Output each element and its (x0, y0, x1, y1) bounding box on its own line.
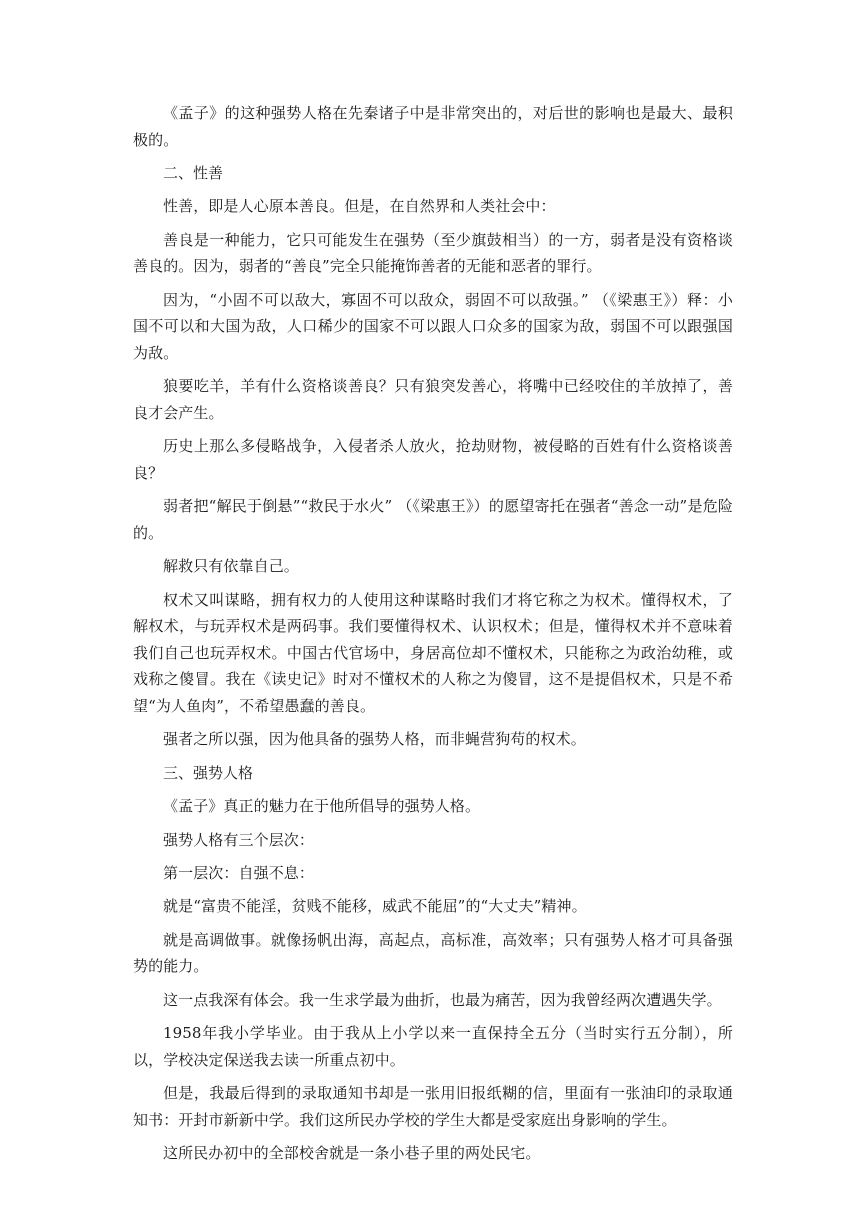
paragraph: 第一层次：自强不息： (163, 864, 315, 882)
paragraph: 《孟子》真正的魅力在于他所倡导的强势人格。 (163, 797, 481, 816)
paragraph: 性善，即是人心原本善良。但是，在自然界和人类社会中： (163, 197, 556, 216)
paragraph: 《孟子》的这种强势人格在先秦诸子中是非常突出的，对后世的影响也是最大、最积极的。 (133, 104, 733, 149)
paragraph: 这所民办初中的全部校舍就是一条小巷子里的两处民宅。 (163, 1144, 541, 1163)
paragraph: 弱者把“解民于倒悬”“救民于水火” （《梁惠王》）的愿望寄托在强者“善念一动”是危险的。 (133, 497, 733, 542)
paragraph: 就是高调做事。就像扬帆出海，高起点，高标准，高效率；只有强势人格才可具备强势的能力。 (133, 930, 733, 976)
paragraph: 强者之所以强，因为他具备的强势人格，而非蝇营狗苟的权术。 (163, 730, 586, 749)
paragraph: 这一点我深有体会。我一生求学最为曲折，也最为痛苦，因为我曾经两次遭遇失学。 (163, 990, 722, 1009)
paragraph: 但是，我最后得到的录取通知书却是一张用旧报纸糊的信，里面有一张油印的录取通知书：开封市新新中学。我们这所民办学校的学生大都是受家庭出身影响的学生。 (133, 1084, 733, 1129)
paragraph: 因为，“小固不可以敌大，寡固不可以敌众，弱固不可以敌强。” （《梁惠王》）释：小国不可以和大国为敌，人口稀少的国家不可以跟人口众多的国家为敌，弱国不可以跟强国为敌。 (133, 290, 733, 362)
paragraph: 历史上那么多侵略战争，入侵者杀人放火，抢劫财物，被侵略的百姓有什么资格谈善良？ (133, 437, 733, 482)
paragraph: 就是“富贵不能淫，贫贱不能移，威武不能屈”的“大丈夫”精神。 (163, 897, 587, 916)
document-page (133, 100, 733, 1174)
paragraph: 狼要吃羊，羊有什么资格谈善良？只有狼突发善心，将嘴中已经咬住的羊放掉了，善良才会产生。 (133, 377, 733, 422)
paragraph: 善良是一种能力，它只可能发生在强势（至少旗鼓相当）的一方，弱者是没有资格谈善良的。因为，弱者的“善良”完全只能掩饰善者的无能和恶者的罪行。 (133, 230, 733, 276)
paragraph: 1958年我小学毕业。由于我从上小学以来一直保持全五分（当时实行五分制），所以，学校决定保送我去读一所重点初中。 (133, 1024, 733, 1069)
paragraph: 权术又叫谋略，拥有权力的人使用这种谋略时我们才将它称之为权术。懂得权术，了解权术，与玩弄权术是两码事。我们要懂得权术、认识权术；但是，懂得权术并不意味着我们自己也玩弄权术。中国古代官场中，身居高位却不懂权术，只能称之为政治幼稚，或戏称之傻冒。我在《读史记》时对不懂权术的人称之为傻冒，这不是提倡权术，只是不希望“为人鱼肉”，不希望愚蠢的善良。 (133, 590, 733, 716)
paragraph: 解救只有依靠自己。 (163, 557, 299, 576)
section-heading-2: 二、性善 (163, 163, 224, 182)
section-heading-3: 三、强势人格 (163, 763, 254, 782)
paragraph: 强势人格有三个层次： (163, 830, 315, 849)
